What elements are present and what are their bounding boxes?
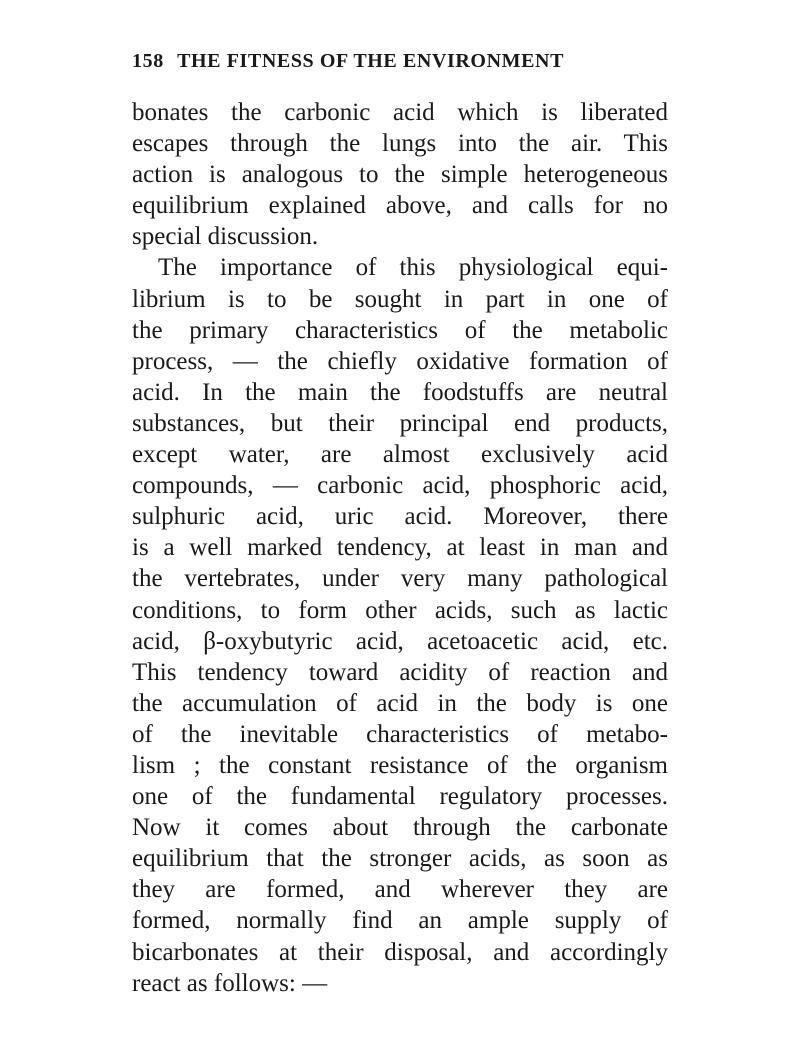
text-line: special discussion. — [132, 223, 319, 251]
text-line: librium is to be sought in part in one of — [132, 285, 668, 313]
page-number: 158 — [132, 50, 164, 72]
text-line: they are formed, and wherever they are — [132, 876, 668, 904]
text-line: compounds, — carbonic acid, phosphoric acid, — [132, 472, 668, 500]
text-line: the primary characteristics of the metabolic — [132, 316, 668, 344]
text-line: escapes through the lungs into the air. This — [132, 130, 668, 158]
text-line: of the inevitable characteristics of metabo- — [132, 720, 668, 748]
text-line: This tendency toward acidity of reaction and — [132, 658, 668, 686]
text-line: acid. In the main the foodstuffs are neutral — [132, 378, 668, 406]
text-line: the accumulation of acid in the body is one — [132, 689, 668, 717]
text-line: except water, are almost exclusively acid — [132, 441, 668, 469]
text-line: action is analogous to the simple heterogeneous — [132, 161, 668, 189]
text-line: bonates the carbonic acid which is liberated — [132, 99, 668, 126]
running-title: THE FITNESS OF THE ENVIRONMENT — [177, 50, 565, 72]
text-line: sulphuric acid, uric acid. Moreover, there — [132, 503, 668, 531]
text-line: acid, β-oxybutyric acid, acetoacetic acid, etc. — [132, 627, 668, 655]
text-line: bicarbonates at their disposal, and accordingly — [132, 938, 668, 966]
text-line: the vertebrates, under very many pathological — [132, 565, 668, 593]
text-line: formed, normally find an ample supply of — [132, 907, 668, 935]
text-line: equilibrium that the stronger acids, as soon as — [132, 845, 668, 873]
text-line: process, — the chiefly oxidative formation of — [132, 347, 668, 375]
text-line: equilibrium explained above, and calls for no — [132, 192, 668, 220]
text-line: is a well marked tendency, at least in man and — [132, 534, 668, 562]
body-text — [132, 97, 668, 999]
text-line: The importance of this physiological equi- — [158, 254, 668, 282]
text-line: Now it comes about through the carbonate — [132, 814, 668, 842]
text-line: conditions, to form other acids, such as lactic — [132, 596, 668, 624]
text-line: one of the fundamental regulatory processes. — [132, 783, 668, 811]
text-line: substances, but their principal end products, — [132, 409, 668, 437]
text-line: react as follows: — — [132, 969, 328, 997]
running-head — [132, 46, 672, 76]
text-line: lism ; the constant resistance of the organism — [132, 751, 668, 779]
